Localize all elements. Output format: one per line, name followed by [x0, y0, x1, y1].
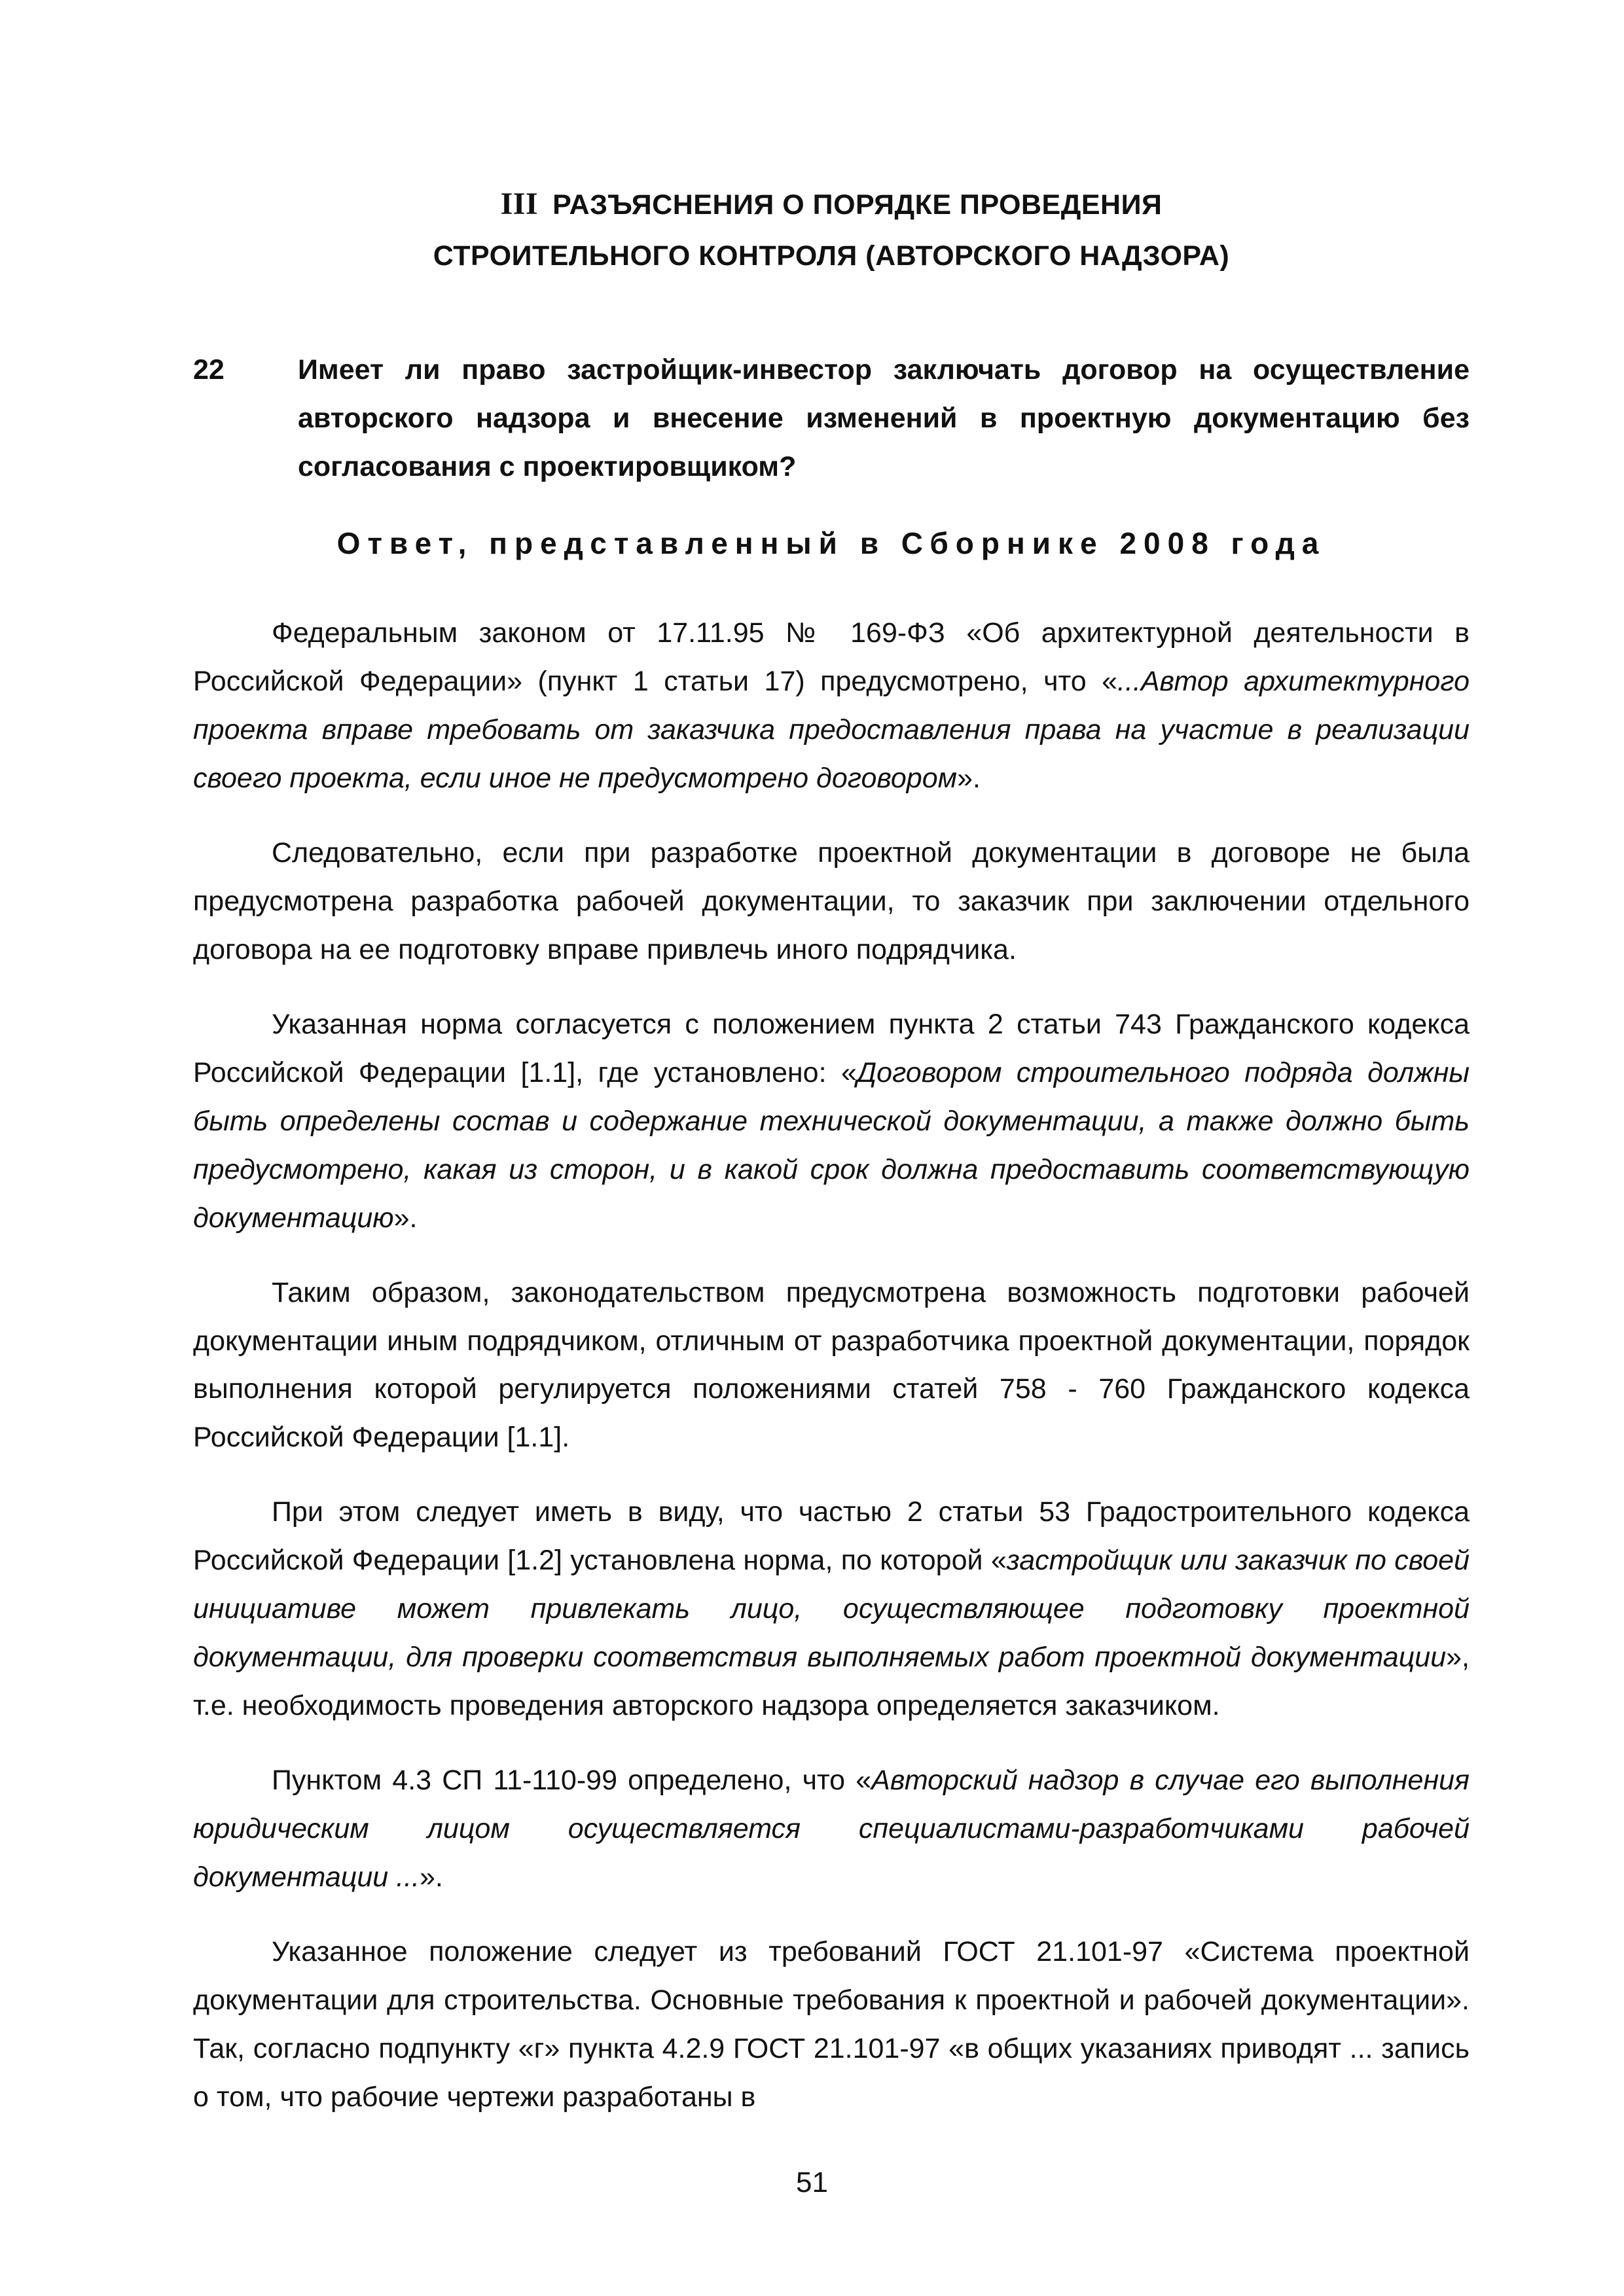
answer-body — [193, 609, 1470, 2122]
paragraph-5-text: При этом следует иметь в виду, что частью 2 статьи 53 Градостроительного кодекса Российской Федерации [1.2] установлена норма, по которой « — [193, 1496, 1470, 1577]
paragraph-5 — [193, 1488, 1470, 1731]
paragraph-5-quote: застройщик или заказчик по своей инициативе может привлекать лицо, осуществляющее подготовку проектной документации, для проверки соответствия выполняемых работ проектной документации — [193, 1545, 1470, 1674]
section-roman-numeral: III — [500, 187, 539, 221]
paragraph-7 — [193, 1928, 1470, 2122]
paragraph-4 — [193, 1269, 1470, 1463]
section-title-text-1: РАЗЪЯСНЕНИЯ О ПОРЯДКЕ ПРОВЕДЕНИЯ — [552, 189, 1163, 221]
paragraph-4-text: Таким образом, законодательством предусмотрена возможность подготовки рабочей документации иным подрядчиком, отличным от разработчика проектной документации, порядок выполнения которой регулируется положениями статей 758 - 760 Гражданского кодекса Российской Федерации [1.1]. — [193, 1276, 1470, 1454]
paragraph-2 — [193, 829, 1470, 975]
paragraph-2-text: Следовательно, если при разработке проектной документации в договоре не была предусмотрена разработка рабочей документации, то заказчик при заключении отдельного договора на ее подготовку вправе привлечь иного подрядчика. — [193, 836, 1470, 965]
section-title — [193, 177, 1470, 281]
paragraph-6-quote: Авторский надзор в случае его выполнения юридическим лицом осуществляется специалистами-разработчиками рабочей документации ... — [193, 1765, 1470, 1893]
answer-heading: Ответ, представленный в Сборнике 2008 года — [336, 526, 1326, 561]
paragraph-3-quote: Договором строительного подряда должны быть определены состав и содержание технической документации, а также должно быть предусмотрено, какая из сторон, и в какой срок должна предоставить соответствующую документацию — [193, 1056, 1470, 1234]
paragraph-1 — [193, 609, 1470, 803]
paragraph-3-end: ». — [393, 1202, 418, 1234]
paragraph-1-text: Федеральным законом от 17.11.95 № 169-ФЗ «Об архитектурной деятельности в Российской Федерации» (пункт 1 статьи 17) предусмотрено, что « — [193, 617, 1470, 698]
page-number: 51 — [796, 2166, 828, 2198]
section-title-line-2: СТРОИТЕЛЬНОГО КОНТРОЛЯ (АВТОРСКОГО НАДЗОРА) — [433, 240, 1230, 272]
document-page — [193, 164, 1470, 2148]
paragraph-1-end: ». — [957, 762, 981, 794]
paragraph-6-text: Пунктом 4.3 СП 11-110-99 определено, что « — [272, 1765, 872, 1797]
paragraph-6-end: ». — [420, 1861, 443, 1893]
paragraph-5-end: », т.е. необходимость проведения авторского надзора определяется заказчиком. — [193, 1641, 1470, 1722]
paragraph-7-text: Указанное положение следует из требований ГОСТ 21.101-97 «Система проектной документации для строительства. Основные требования к проектной и рабочей документации». Так, согласно подпункту «г» пункта 4.2.9 ГОСТ 21.101-97 «в общих указаниях приводят ... запись о том, что рабочие чертежи разработаны в — [193, 1935, 1470, 2113]
question-block — [193, 346, 1470, 492]
question-text: Имеет ли право застройщик-инвестор заключать договор на осуществление авторского надзора и внесение изменений в проектную документацию без согласования с проектировщиком? — [298, 354, 1470, 483]
paragraph-3-text: Указанная норма согласуется с положением пункта 2 статьи 743 Гражданского кодекса Российской Федерации [1.1], где установлено: « — [193, 1008, 1470, 1088]
question-number: 22 — [193, 354, 225, 386]
paragraph-3 — [193, 1001, 1470, 1243]
paragraph-1-quote: ...Автор архитектурного проекта вправе требовать от заказчика предоставления права на участие в реализации своего проекта, если иное не предусмотрено договором — [193, 666, 1470, 794]
paragraph-6 — [193, 1757, 1470, 1902]
section-title-line-1 — [193, 177, 1470, 232]
